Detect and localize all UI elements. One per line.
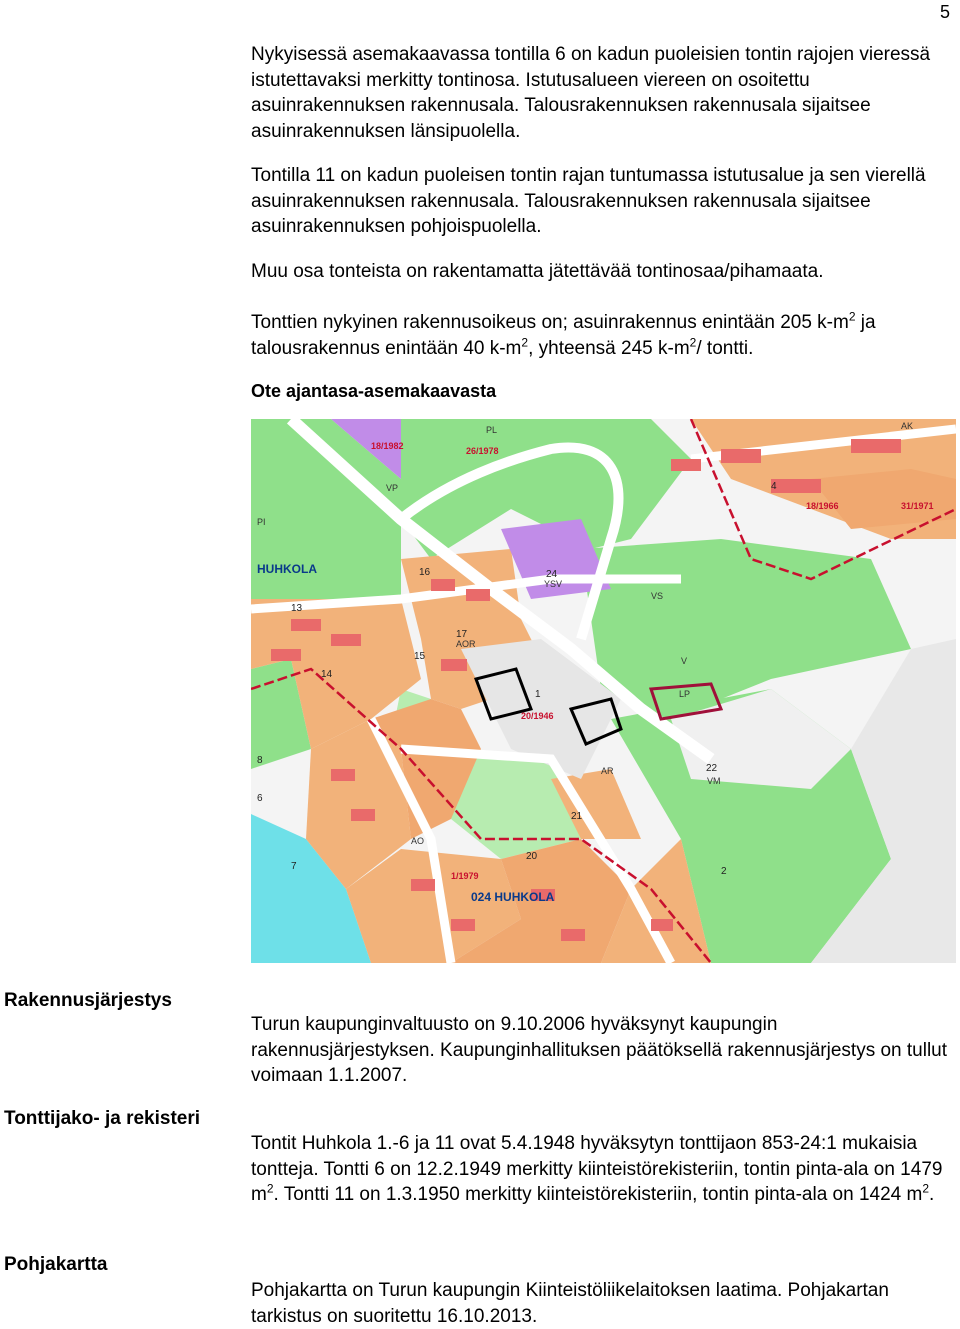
map-heading: Ote ajantasa-asemakaavasta [251,381,497,401]
plan-reference-label: 18/1982 [371,441,404,451]
map-district-label: HUHKOLA [257,562,317,576]
block-number-label: 17 [456,629,468,640]
section-text-tonttijako: Tontit Huhkola 1.-6 ja 11 ovat 5.4.1948 hyväksytyn tonttijaon 853-24:1 mukaisia tontteja. Tontti 6 on 12.2.1949 merkitty kiinteistörekisteriin, tontin pinta-ala on 1479 $m^2$. Tontti 11 on 1.3.1950 merkitty kiinteistörekisteriin, tontin pinta-ala on 1424 $m^2$. [251,1133,943,1205]
zone-code-label: LP [679,689,691,699]
zone-code-label: AOR [456,639,476,649]
paragraph-rakennusoikeus: Tonttien nykyinen rakennusoikeus on; asuinrakennus enintään 205 $k-m^2$ ja talousrakennus enintään 40 $k-m^2$, yhteensä 245 $k-m^2/$ tontti. [251,309,876,359]
zone-code-label: AK [901,421,914,431]
plan-reference-label: 31/1971 [901,501,934,511]
paragraph-tontti-6: Nykyisessä asemakaavassa tontilla 6 on kadun puoleisien tontin rajojen vieressä istutettavaksi merkitty tontinosa. Istutusalueen viereen on osoitettu asuinrakennuksen rakennusala. Talousrakennuksen rakennusala sijaitsee asuinrakennuksen länsipuolella. [251,44,931,142]
map-district-label-bottom: 024 HUHKOLA [471,890,555,904]
zone-code-label: PI [257,517,266,527]
plan-reference-label: 18/1966 [806,501,839,511]
zone-code-label: AO [411,836,425,846]
plan-reference-label: 20/1946 [521,711,554,721]
block-number-label: 8 [257,755,263,766]
section-heading-pohjakartta: Pohjakartta [4,1254,108,1275]
page-number: 5 [939,2,950,22]
paragraph-pihamaa: Muu osa tonteista on rakentamatta jätettävää tontinosaa/pihamaata. [251,261,824,282]
block-number-label: 13 [291,603,303,614]
plan-reference-label: 1/1979 [451,871,479,881]
block-number-label: 15 [414,651,426,662]
zone-code-label: PL [486,425,498,435]
block-number-label: 22 [706,763,718,774]
zone-code-label: AR [601,766,614,776]
plan-reference-label: 26/1978 [466,446,499,456]
paragraph-tontti-11: Tontilla 11 on kadun puoleisen tontin rajan tuntumassa istutusalue ja sen vierellä asuinrakennuksen rakennusala. Talousrakennuksen rakennusala sijaitsee asuinrakennuksen pohjoispuolella. [251,165,926,237]
section-text-rakennusjarjestys: Turun kaupunginvaltuusto on 9.10.2006 hyväksynyt kaupungin rakennusjärjestyksen. Kaupunginhallituksen päätöksellä rakennusjärjestys on tullut voimaan 1.1.2007. [251,1014,948,1086]
section-heading-rakennusjarjestys: Rakennusjärjestys [4,990,172,1011]
zoning-map [251,419,956,963]
section-heading-tonttijako: Tonttijako- ja rekisteri [4,1108,201,1129]
block-number-label: 16 [419,567,431,578]
zone-code-label: YSV [544,579,563,589]
block-number-label: 14 [321,669,333,680]
block-number-label: 4 [771,481,777,492]
zone-code-label: VM [707,776,721,786]
zoning-map-drawing [251,419,956,963]
block-number-label: 7 [291,861,297,872]
zone-code-label: VP [386,483,399,493]
block-number-label: 6 [257,793,263,804]
block-number-label: 24 [546,569,558,580]
block-number-label: 20 [526,851,538,862]
zone-code-label: V [681,656,688,666]
block-number-label: 2 [721,866,727,877]
section-text-pohjakartta: Pohjakartta on Turun kaupungin Kiinteistöliikelaitoksen laatima. Pohjakartan tarkistus on suoritettu 16.10.2013. [251,1280,889,1327]
block-number-label: 21 [571,811,583,822]
zone-code-label: VS [651,591,664,601]
block-number-label: 1 [535,689,541,700]
